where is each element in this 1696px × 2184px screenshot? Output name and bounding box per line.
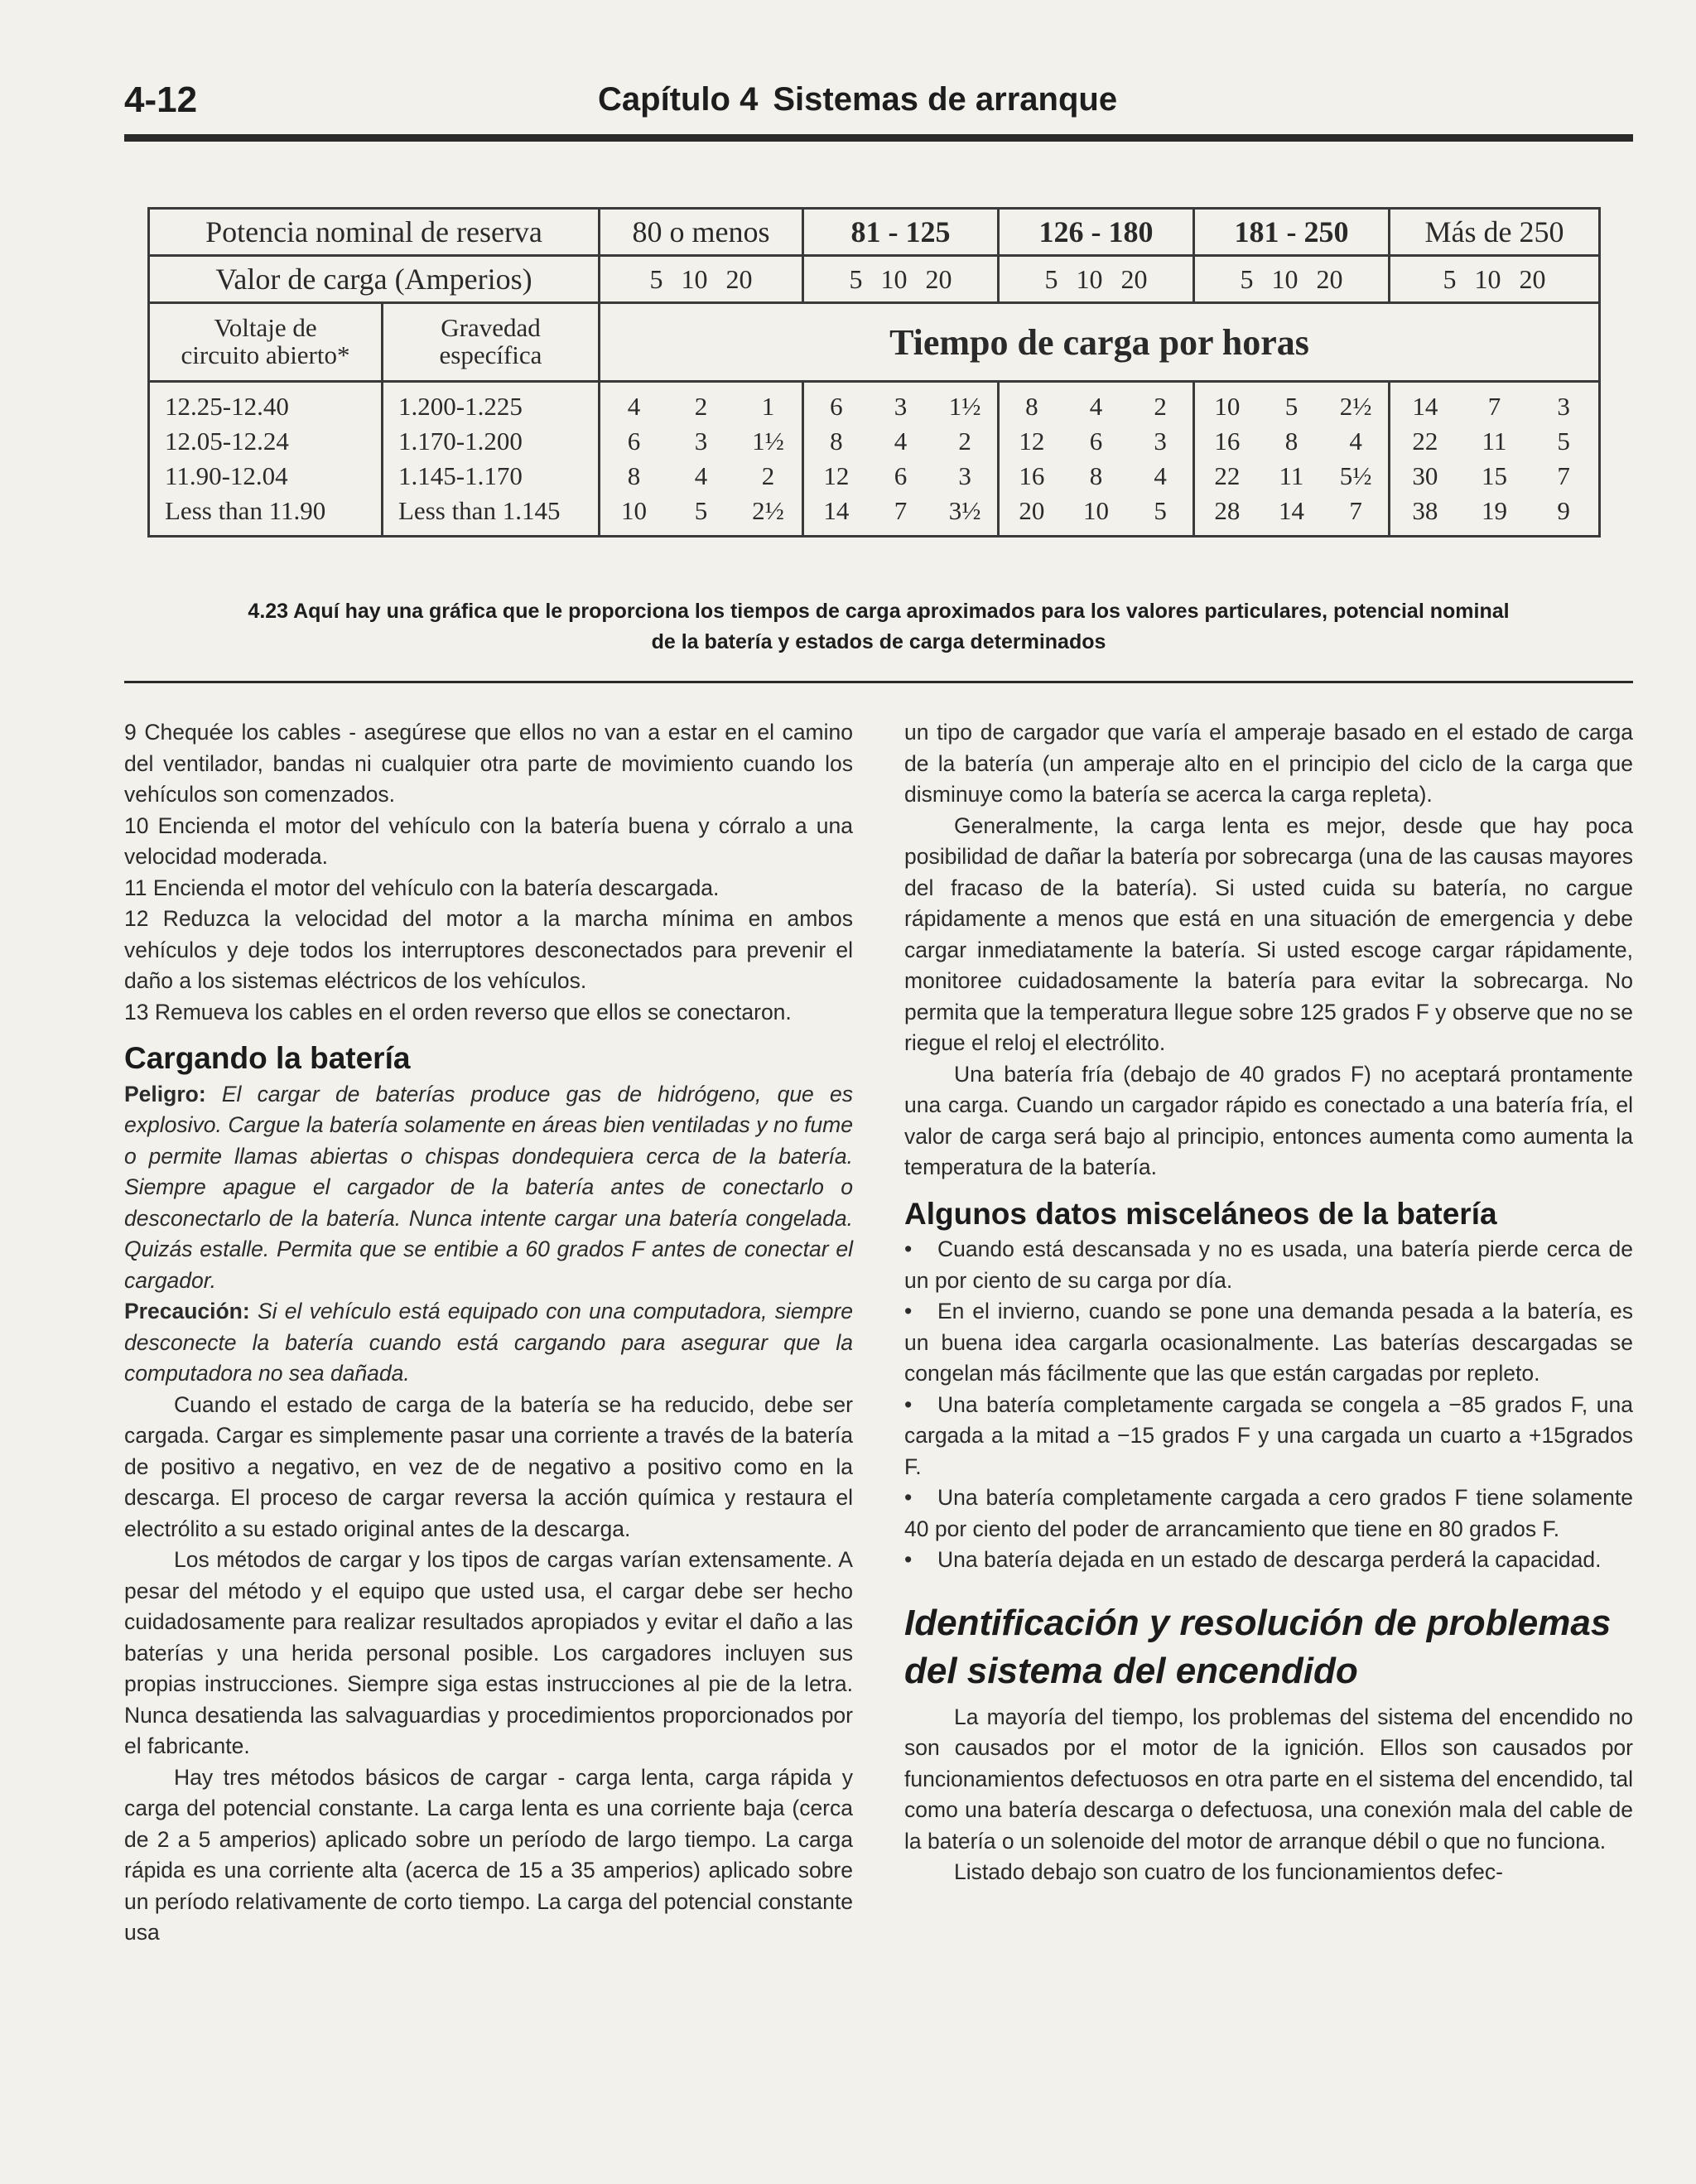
time-row bbox=[1195, 389, 1388, 424]
paragraph: Hay tres métodos básicos de cargar - carga lenta, carga rápida y carga del potencial constante. La carga lenta es una corriente baja (cerca de 2 a 5 amperios) aplicado sobre un período de largo tiempo. La carga rápida es una corriente alta (acerca de 15 a 35 amperios) aplicado sobre un período relativamente de corto tiempo. La carga del potencial constante usa bbox=[124, 1764, 853, 1945]
time-row bbox=[804, 459, 997, 494]
time-value: 12 bbox=[823, 461, 850, 490]
time-value: 9 bbox=[1557, 496, 1570, 525]
paragraph: Listado debajo son cuatro de los funcionamientos defec- bbox=[954, 1859, 1503, 1884]
time-value: 11 bbox=[1482, 427, 1507, 456]
bullet-text: En el invierno, cuando se pone una demanda pesada a la batería, es un buena idea cargarla ocasionalmente. Las baterías descargadas se congelan más fácilmente que las que están cargadas por repleto. bbox=[904, 1299, 1633, 1386]
caution-note bbox=[124, 1296, 853, 1390]
time-value: 4 bbox=[627, 392, 641, 421]
time-row bbox=[1390, 424, 1598, 459]
chapter-title bbox=[598, 81, 1117, 118]
gravity-header-line: específica bbox=[439, 340, 542, 369]
paragraph: Los métodos de cargar y los tipos de cargas varían extensamente. A pesar del método y el equipo que usted usa, el cargar debe ser hecho cuidadosamente para realizar resultados apropiados y evitar el daño a las baterías y una herida personal posible. Los cargadores incluyen sus propias instrucciones. Siempre siga estas instrucciones al pie de la letra. Nunca desatienda las salvaguardias y procedimientos proporcionados por el fabricante. bbox=[124, 1547, 853, 1758]
time-value: 3 bbox=[1557, 392, 1570, 421]
time-value: 38 bbox=[1412, 496, 1438, 525]
time-value: 3 bbox=[958, 461, 971, 490]
time-value: 8 bbox=[627, 461, 641, 490]
time-row bbox=[804, 494, 997, 528]
voltage-value: 12.05-12.24 bbox=[165, 427, 289, 456]
heading-charging: Cargando la batería bbox=[124, 1041, 411, 1075]
time-column bbox=[999, 382, 1194, 537]
time-value: 2½ bbox=[1339, 392, 1372, 421]
bullet-text: Una batería completamente cargada a cero grados F tiene solamente 40 por ciento del poder de arrancamiento que tiene en 80 grados F. bbox=[904, 1485, 1633, 1541]
gravity-column bbox=[383, 382, 600, 537]
time-value: 12 bbox=[1019, 427, 1045, 456]
left-column bbox=[124, 717, 853, 1949]
time-value: 5 bbox=[1154, 496, 1167, 525]
time-value: 3 bbox=[894, 392, 908, 421]
time-column bbox=[600, 382, 803, 537]
heading-misc: Algunos datos misceláneos de la batería bbox=[904, 1196, 1497, 1231]
voltage-value: Less than 11.90 bbox=[165, 496, 326, 525]
header-rule bbox=[124, 134, 1633, 142]
charge-time-table bbox=[147, 207, 1601, 538]
step-13: 13 Remueva los cables en el orden reverso que ellos se conectaron. bbox=[124, 999, 792, 1025]
time-value: 3½ bbox=[948, 496, 981, 525]
time-row bbox=[600, 389, 802, 424]
time-value: 8 bbox=[830, 427, 843, 456]
bullet-text: Una batería completamente cargada se congela a −85 grados F, una cargada a la mitad a −15 grados F y una cargada un cuarto a +15grados F. bbox=[904, 1391, 1633, 1479]
time-row bbox=[1195, 424, 1388, 459]
time-value: 16 bbox=[1019, 461, 1045, 490]
time-value: 8 bbox=[1089, 461, 1103, 490]
chapter-name: Sistemas de arranque bbox=[773, 81, 1118, 118]
range-header: 80 o menos bbox=[600, 209, 803, 256]
gravity-value: 1.170-1.200 bbox=[398, 427, 523, 456]
reserve-label: Potencia nominal de reserva bbox=[149, 209, 600, 256]
time-value: 4 bbox=[694, 461, 708, 490]
time-value: 1 bbox=[761, 392, 775, 421]
time-row bbox=[1000, 459, 1192, 494]
caption-line: de la batería y estados de carga determinados bbox=[651, 630, 1106, 653]
time-row bbox=[1390, 389, 1598, 424]
time-column bbox=[1390, 382, 1600, 537]
voltage-column bbox=[149, 382, 383, 537]
time-row bbox=[600, 459, 802, 494]
time-value: 5½ bbox=[1339, 461, 1372, 490]
gravity-value: 1.145-1.170 bbox=[398, 461, 523, 490]
time-value: 28 bbox=[1214, 496, 1241, 525]
time-value: 7 bbox=[1557, 461, 1570, 490]
gravity-value: 1.200-1.225 bbox=[398, 392, 523, 421]
time-value: 7 bbox=[894, 496, 908, 525]
time-value: 30 bbox=[1412, 461, 1438, 490]
time-value: 6 bbox=[830, 392, 843, 421]
gravity-header bbox=[383, 303, 600, 382]
time-value: 4 bbox=[1154, 461, 1167, 490]
time-value: 10 bbox=[1214, 392, 1241, 421]
time-value: 2 bbox=[958, 427, 971, 456]
time-value: 14 bbox=[1412, 392, 1438, 421]
time-value: 2 bbox=[761, 461, 775, 490]
time-value: 1½ bbox=[948, 392, 981, 421]
bullet-icon: • bbox=[904, 1391, 913, 1417]
time-value: 22 bbox=[1412, 427, 1438, 456]
caption-line: 4.23 Aquí hay una gráfica que le proporciona los tiempos de carga aproximados para los valores particulares, potencial nominal bbox=[248, 600, 1510, 623]
paragraph: Generalmente, la carga lenta es mejor, desde que hay poca posibilidad de dañar la batería por sobrecarga (una de las causas mayores del fracaso de la batería). Si usted cuida su batería, no cargue rápidamente a menos que está en una situación de emergencia y debe cargar inmediatamente la batería. Si usted escoge cargar rápidamente, monitoree cuidadosamente la batería para evitar la sobrecarga. No permita que la temperatura llegue sobre 125 grados F y observe que no se riegue el reloj el electrólito. bbox=[904, 812, 1633, 1055]
bullet-item bbox=[904, 1483, 1633, 1545]
bullet-text: Cuando está descansada y no es usada, una batería pierde cerca de un por ciento de su carga por día. bbox=[904, 1237, 1633, 1293]
bullet-icon: • bbox=[904, 1485, 913, 1510]
amps-values: 5 10 20 bbox=[600, 256, 803, 303]
figure-caption bbox=[124, 596, 1633, 658]
step-9: 9 Chequée los cables - asegúrese que ellos no van a estar en el camino del ventilador, bandas ni cualquier otra parte de movimiento cuando los vehículos son comenzados. bbox=[124, 720, 853, 807]
time-value: 2 bbox=[694, 392, 708, 421]
paragraph: Cuando el estado de carga de la batería se ha reducido, debe ser cargada. Cargar es simplemente pasar una corriente a través de la batería de positivo a negativo, en vez de de negativo a positivo como en la descarga. El proceso de cargar reversa la acción química y restaura el electrólito a su estado original antes de la descarga. bbox=[124, 1391, 853, 1541]
time-value: 4 bbox=[894, 427, 908, 456]
time-row bbox=[1000, 389, 1192, 424]
danger-label: Peligro: bbox=[124, 1081, 206, 1106]
time-value: 8 bbox=[1284, 427, 1298, 456]
time-value: 7 bbox=[1349, 496, 1362, 525]
step-11: 11 Encienda el motor del vehículo con la batería descargada. bbox=[124, 875, 720, 900]
time-value: 3 bbox=[1154, 427, 1167, 456]
bullet-text: Una batería dejada en un estado de descarga perderá la capacidad. bbox=[937, 1547, 1602, 1572]
time-value: 8 bbox=[1025, 392, 1038, 421]
time-row bbox=[804, 424, 997, 459]
time-row bbox=[600, 424, 802, 459]
danger-note bbox=[124, 1079, 853, 1297]
bullet-item bbox=[904, 1234, 1633, 1296]
time-value: 5 bbox=[1557, 427, 1570, 456]
time-row bbox=[804, 389, 997, 424]
range-header: Más de 250 bbox=[1390, 209, 1600, 256]
step-10: 10 Encienda el motor del vehículo con la batería buena y córralo a una velocidad moderada. bbox=[124, 812, 853, 869]
time-value: 5 bbox=[694, 496, 708, 525]
paragraph: Una batería fría (debajo de 40 grados F) no aceptará prontamente una carga. Cuando un cargador rápido es conectado a una batería fría, el valor de carga será bajo al principio, entonces aumenta como aumenta la temperatura de la batería. bbox=[904, 1061, 1633, 1179]
caution-label: Precaución: bbox=[124, 1299, 250, 1323]
voltage-header-line: Voltaje de bbox=[214, 313, 317, 343]
right-column bbox=[904, 717, 1633, 1888]
time-value: 20 bbox=[1019, 496, 1045, 525]
bullet-icon: • bbox=[904, 1299, 913, 1323]
time-value: 22 bbox=[1214, 461, 1241, 490]
danger-text: El cargar de baterías produce gas de hidrógeno, que es explosivo. Cargue la batería solamente en áreas bien ventiladas y no fume o permite llamas abiertas o chispas dondequiera cerca de la batería. Siempre apague el cargador de la batería antes de conectarlo o desconectarlo de la batería. Nunca intente cargar una batería congelada. Quizás estalle. Permita que se entibie a 60 grados F antes de conectar el cargador. bbox=[124, 1081, 853, 1293]
range-header: 81 - 125 bbox=[803, 209, 999, 256]
time-value: 6 bbox=[894, 461, 908, 490]
bullet-item bbox=[904, 1390, 1633, 1483]
time-value: 15 bbox=[1481, 461, 1507, 490]
gravity-header-line: Gravedad bbox=[441, 313, 541, 343]
time-value: 7 bbox=[1487, 392, 1501, 421]
time-row bbox=[1195, 459, 1388, 494]
time-row bbox=[600, 494, 802, 528]
amps-values: 5 10 20 bbox=[1390, 256, 1600, 303]
time-row bbox=[1390, 459, 1598, 494]
bullet-item bbox=[904, 1545, 1633, 1576]
time-value: 10 bbox=[1082, 496, 1109, 525]
heading-ignition: Identificación y resolución de problemas del sistema del encendido bbox=[904, 1602, 1612, 1691]
bullet-icon: • bbox=[904, 1547, 913, 1572]
step-12: 12 Reduzca la velocidad del motor a la marcha mínima en ambos vehículos y deje todos los interruptores desconectados para prevenir el daño a los sistemas eléctricos de los vehículos. bbox=[124, 906, 853, 993]
voltage-header bbox=[149, 303, 383, 382]
chapter-label: Capítulo 4 bbox=[598, 81, 759, 118]
time-title: Tiempo de carga por horas bbox=[600, 303, 1600, 382]
time-value: 14 bbox=[1278, 496, 1304, 525]
paragraph: La mayoría del tiempo, los problemas del sistema del encendido no son causados por el motor de la ignición. Ellos son causados por funcionamientos defectuosos en otra parte en el sistema del encendido, tal como una batería descarga o defectuosa, una conexión mala del cable de la batería o un solenoide del motor de arranque débil o que no funciona. bbox=[904, 1704, 1633, 1854]
voltage-value: 12.25-12.40 bbox=[165, 392, 289, 421]
amps-values: 5 10 20 bbox=[999, 256, 1194, 303]
gravity-value: Less than 1.145 bbox=[398, 496, 561, 525]
time-value: 4 bbox=[1089, 392, 1103, 421]
amps-label: Valor de carga (Amperios) bbox=[149, 256, 600, 303]
time-value: 16 bbox=[1214, 427, 1241, 456]
caption-rule bbox=[124, 681, 1633, 683]
time-value: 14 bbox=[823, 496, 850, 525]
time-value: 19 bbox=[1481, 496, 1507, 525]
paragraph: un tipo de cargador que varía el amperaje basado en el estado de carga de la batería (un amperaje alto en el principio del ciclo de la carga que disminuye como la batería se acerca la carga repleta). bbox=[904, 720, 1633, 807]
voltage-header-line: circuito abierto* bbox=[181, 340, 350, 369]
time-column bbox=[803, 382, 999, 537]
time-value: 5 bbox=[1284, 392, 1298, 421]
bullet-icon: • bbox=[904, 1237, 913, 1261]
time-value: 10 bbox=[621, 496, 647, 525]
time-row bbox=[1000, 424, 1192, 459]
amps-values: 5 10 20 bbox=[1194, 256, 1390, 303]
time-row bbox=[1390, 494, 1598, 528]
range-header: 181 - 250 bbox=[1194, 209, 1390, 256]
time-value: 11 bbox=[1279, 461, 1304, 490]
bullet-item bbox=[904, 1296, 1633, 1390]
caution-text: Si el vehículo está equipado con una computadora, siempre desconecte la batería cuando está cargando para asegurar que la computadora no sea dañada. bbox=[124, 1299, 853, 1386]
range-header: 126 - 180 bbox=[999, 209, 1194, 256]
page-number: 4-12 bbox=[124, 80, 198, 120]
time-value: 2 bbox=[1154, 392, 1167, 421]
time-value: 2½ bbox=[752, 496, 784, 525]
time-value: 6 bbox=[627, 427, 641, 456]
time-row bbox=[1000, 494, 1192, 528]
time-value: 6 bbox=[1089, 427, 1103, 456]
time-value: 4 bbox=[1349, 427, 1362, 456]
time-value: 1½ bbox=[752, 427, 784, 456]
time-row bbox=[1195, 494, 1388, 528]
time-value: 3 bbox=[694, 427, 708, 456]
amps-values: 5 10 20 bbox=[803, 256, 999, 303]
time-column bbox=[1194, 382, 1390, 537]
voltage-value: 11.90-12.04 bbox=[165, 461, 288, 490]
